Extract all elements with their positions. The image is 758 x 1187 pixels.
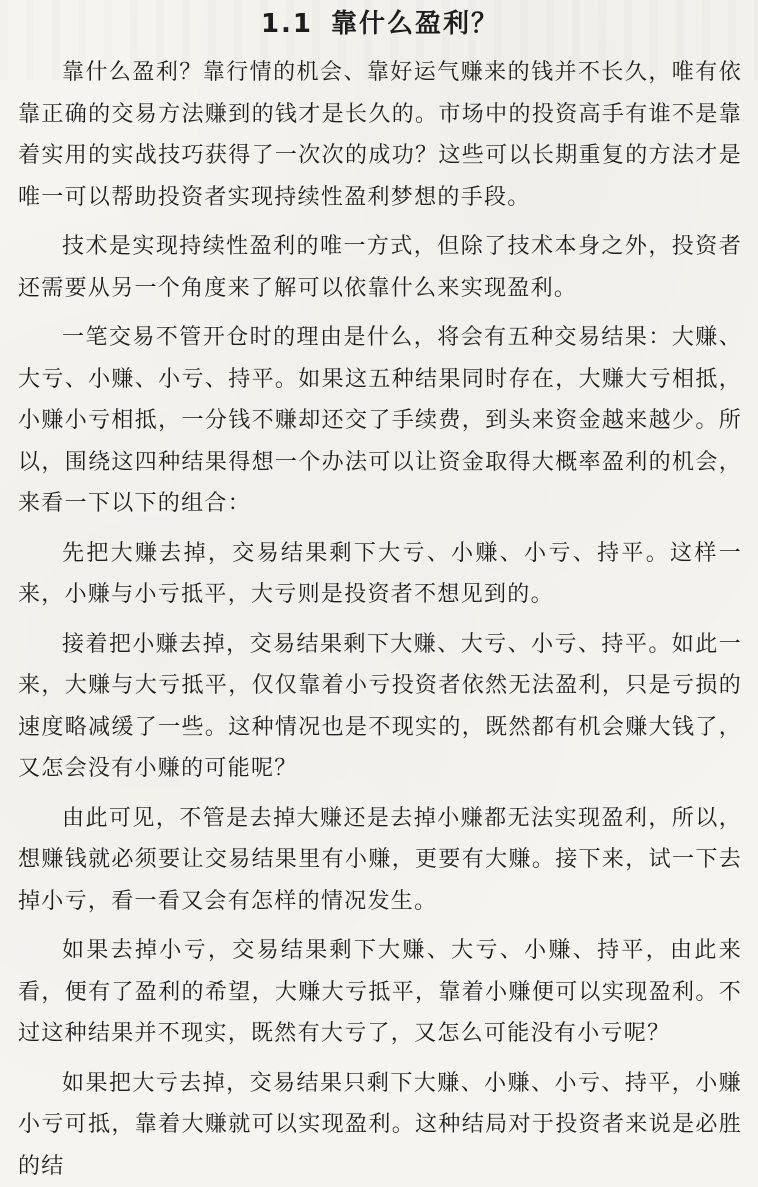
paragraph: 技术是实现持续性盈利的唯一方式，但除了技术本身之外，投资者还需要从另一个角度来了解可以依靠什么来实现盈利。 — [18, 226, 742, 309]
body-text — [18, 52, 742, 1187]
paragraph: 靠什么盈利？靠行情的机会、靠好运气赚来的钱并不长久，唯有依靠正确的交易方法赚到的钱才是长久的。市场中的投资高手有谁不是靠着实用的实战技巧获得了一次次的成功？这些可以长期重复的方法才是唯一可以帮助投资者实现持续性盈利梦想的手段。 — [18, 52, 742, 218]
paragraph: 先把大赚去掉，交易结果剩下大亏、小赚、小亏、持平。这样一来，小赚与小亏抵平，大亏则是投资者不想见到的。 — [18, 533, 742, 616]
paragraph: 一笔交易不管开仓时的理由是什么，将会有五种交易结果：大赚、大亏、小赚、小亏、持平。如果这五种结果同时存在，大赚大亏相抵，小赚小亏相抵，一分钱不赚却还交了手续费，到头来资金越来越少。所以，围绕这四种结果得想一个办法可以让资金取得大概率盈利的机会，来看一下以下的组合： — [18, 317, 742, 525]
section-title: 靠什么盈利？ — [331, 9, 499, 39]
paragraph: 由此可见，不管是去掉大赚还是去掉小赚都无法实现盈利，所以，想赚钱就必须要让交易结果里有小赚，更要有大赚。接下来，试一下去掉小亏，看一看又会有怎样的情况发生。 — [18, 798, 742, 923]
section-heading — [18, 6, 742, 42]
paragraph: 如果去掉小亏，交易结果剩下大赚、大亏、小赚、持平，由此来看，便有了盈利的希望，大赚大亏抵平，靠着小赚便可以实现盈利。不过这种结果并不现实，既然有大亏了，又怎么可能没有小亏呢？ — [18, 930, 742, 1055]
paragraph: 如果把大亏去掉，交易结果只剩下大赚、小赚、小亏、持平，小赚小亏可抵，靠着大赚就可以实现盈利。这种结局对于投资者来说是必胜的结 — [18, 1063, 742, 1187]
paragraph: 接着把小赚去掉，交易结果剩下大赚、大亏、小亏、持平。如此一来，大赚与大亏抵平，仅仅靠着小亏投资者依然无法盈利，只是亏损的速度略减缓了一些。这种情况也是不现实的，既然都有机会赚大钱了，又怎会没有小赚的可能呢？ — [18, 624, 742, 790]
section-number: 1.1 — [261, 9, 313, 39]
